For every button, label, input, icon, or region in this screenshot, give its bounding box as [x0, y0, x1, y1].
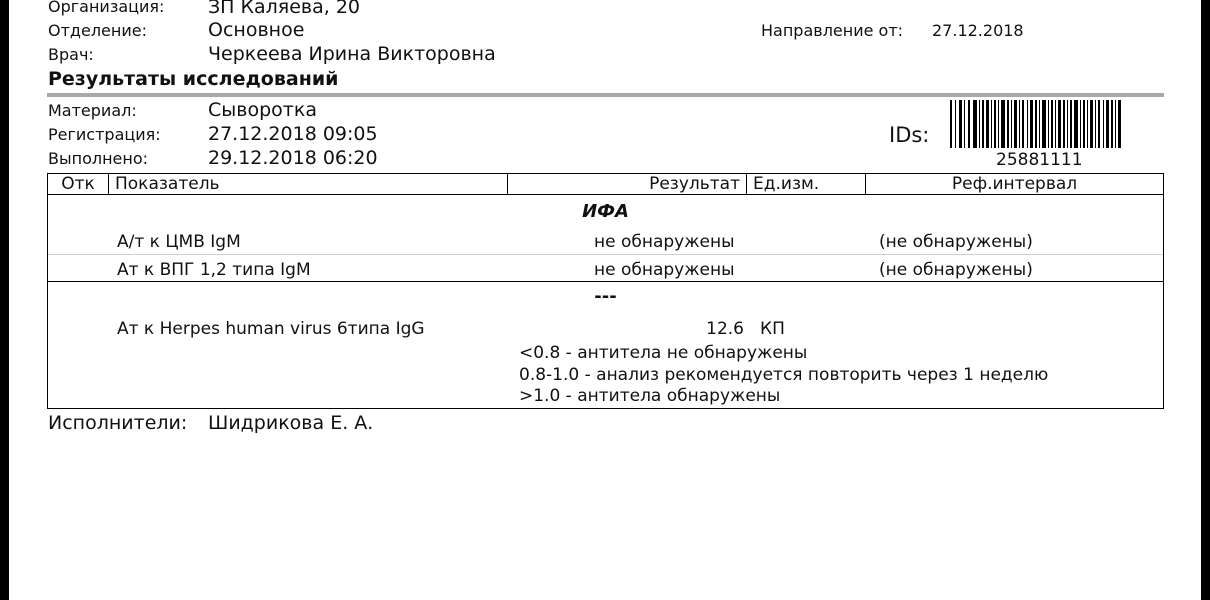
performers-label: Исполнители: [48, 412, 188, 434]
group-title: --- [594, 286, 617, 307]
results-table [47, 173, 1164, 409]
col-header-otk: Отк [48, 174, 109, 195]
table-header-row [48, 174, 1164, 195]
registration-label: Регистрация: [48, 125, 161, 144]
done-value: 29.12.2018 06:20 [208, 147, 378, 169]
referral-date: 27.12.2018 [932, 21, 1024, 40]
col-header-unit: Ед.изм. [747, 174, 866, 195]
material-value: Сыворотка [208, 99, 317, 121]
row-result: 12.6 [706, 319, 744, 339]
row-name: А/т к ЦМВ IgM [117, 232, 241, 252]
barcode-number: 25881111 [996, 150, 1083, 170]
col-header-result: Результат [508, 174, 747, 195]
row-ref: (не обнаружены) [879, 232, 1033, 252]
org-value: ЗП Каляева, 20 [208, 0, 360, 18]
results-title: Результаты исследований [48, 68, 339, 90]
barcode [950, 100, 1122, 148]
dept-label: Отделение: [48, 21, 147, 40]
right-frame-edge [1201, 0, 1210, 600]
title-rule [47, 93, 1164, 97]
ref-note: <0.8 - антитела не обнаружены [519, 343, 808, 363]
referral-label: Направление от: [761, 21, 904, 40]
registration-value: 27.12.2018 09:05 [208, 123, 378, 145]
col-header-ref: Реф.интервал [866, 174, 1164, 195]
org-label: Организация: [48, 0, 165, 16]
row-name: Ат к Herpes human virus 6типа IgG [117, 319, 425, 339]
col-header-indicator: Показатель [109, 174, 508, 195]
ref-note: 0.8-1.0 - анализ рекомендуется повторить через 1 неделю [519, 365, 1049, 385]
done-label: Выполнено: [48, 149, 149, 168]
left-frame-edge [0, 0, 9, 600]
performers-value: Шидрикова Е. А. [208, 412, 374, 434]
group-ifa [48, 195, 1164, 282]
doctor-label: Врач: [48, 45, 94, 64]
row-result: не обнаружены [594, 260, 735, 280]
row-name: Ат к ВПГ 1,2 типа IgM [117, 260, 311, 280]
group-title: ИФА [582, 201, 629, 222]
doctor-value: Черкеева Ирина Викторовна [208, 43, 496, 65]
ids-label: IDs: [889, 123, 930, 147]
row-ref: (не обнаружены) [879, 260, 1033, 280]
dept-value: Основное [208, 19, 305, 41]
row-divider [48, 254, 1163, 255]
material-label: Материал: [48, 101, 137, 120]
row-unit: КП [760, 319, 785, 339]
row-result: не обнаружены [594, 232, 735, 252]
group-other [48, 282, 1164, 409]
ref-note: >1.0 - антитела обнаружены [519, 386, 781, 406]
